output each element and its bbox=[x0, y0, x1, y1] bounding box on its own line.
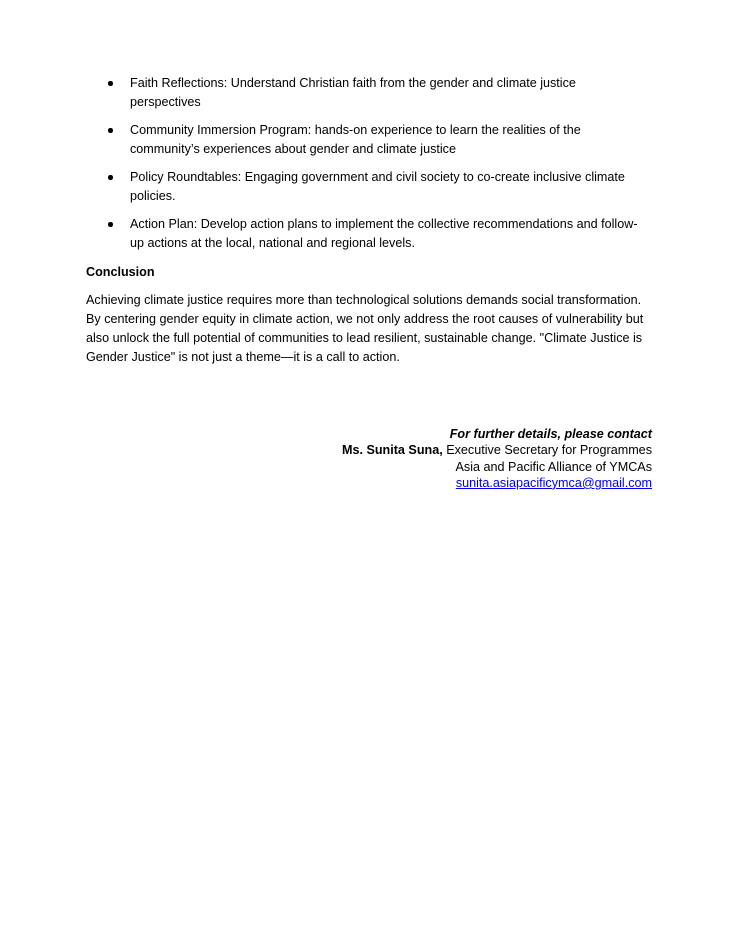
list-item-text: Faith Reflections: Understand Christian faith from the gender and climate justice perspectives bbox=[130, 76, 576, 109]
conclusion-paragraph: Achieving climate justice requires more than technological solutions demands social transformation. By centering gender equity in climate action, we not only address the root causes of vulnerability but also unlock the full potential of communities to lead resilient, sustainable change. "Climate Justice is Gender Justice" is not just a theme—it is a call to action. bbox=[86, 293, 644, 364]
contact-email-link[interactable]: sunita.asiapacificymca@gmail.com bbox=[455, 475, 652, 490]
list-item bbox=[108, 74, 648, 111]
list-item bbox=[108, 168, 648, 205]
contact-person-line bbox=[232, 442, 652, 458]
bullet-icon bbox=[108, 81, 113, 86]
contact-prompt: For further details, please contact bbox=[449, 427, 652, 441]
list-item bbox=[108, 121, 648, 158]
list-item-text: Action Plan: Develop action plans to implement the collective recommendations and follow-up actions at the local, national and regional levels. bbox=[130, 217, 638, 250]
bullet-icon bbox=[108, 222, 113, 227]
bullet-icon bbox=[108, 128, 113, 133]
list-item bbox=[108, 215, 648, 252]
activity-list bbox=[108, 74, 648, 262]
list-item-text: Policy Roundtables: Engaging government and civil society to co-create inclusive climate policies. bbox=[130, 170, 625, 203]
bullet-icon bbox=[108, 175, 113, 180]
conclusion-heading: Conclusion bbox=[86, 265, 155, 279]
contact-block bbox=[232, 426, 652, 491]
contact-name: Ms. Sunita Suna, bbox=[341, 443, 443, 458]
list-item-text: Community Immersion Program: hands-on experience to learn the realities of the community’s experiences about gender and climate justice bbox=[130, 123, 581, 156]
contact-role: Executive Secretary for Programmes bbox=[442, 443, 652, 458]
contact-organization: Asia and Pacific Alliance of YMCAs bbox=[455, 459, 652, 474]
